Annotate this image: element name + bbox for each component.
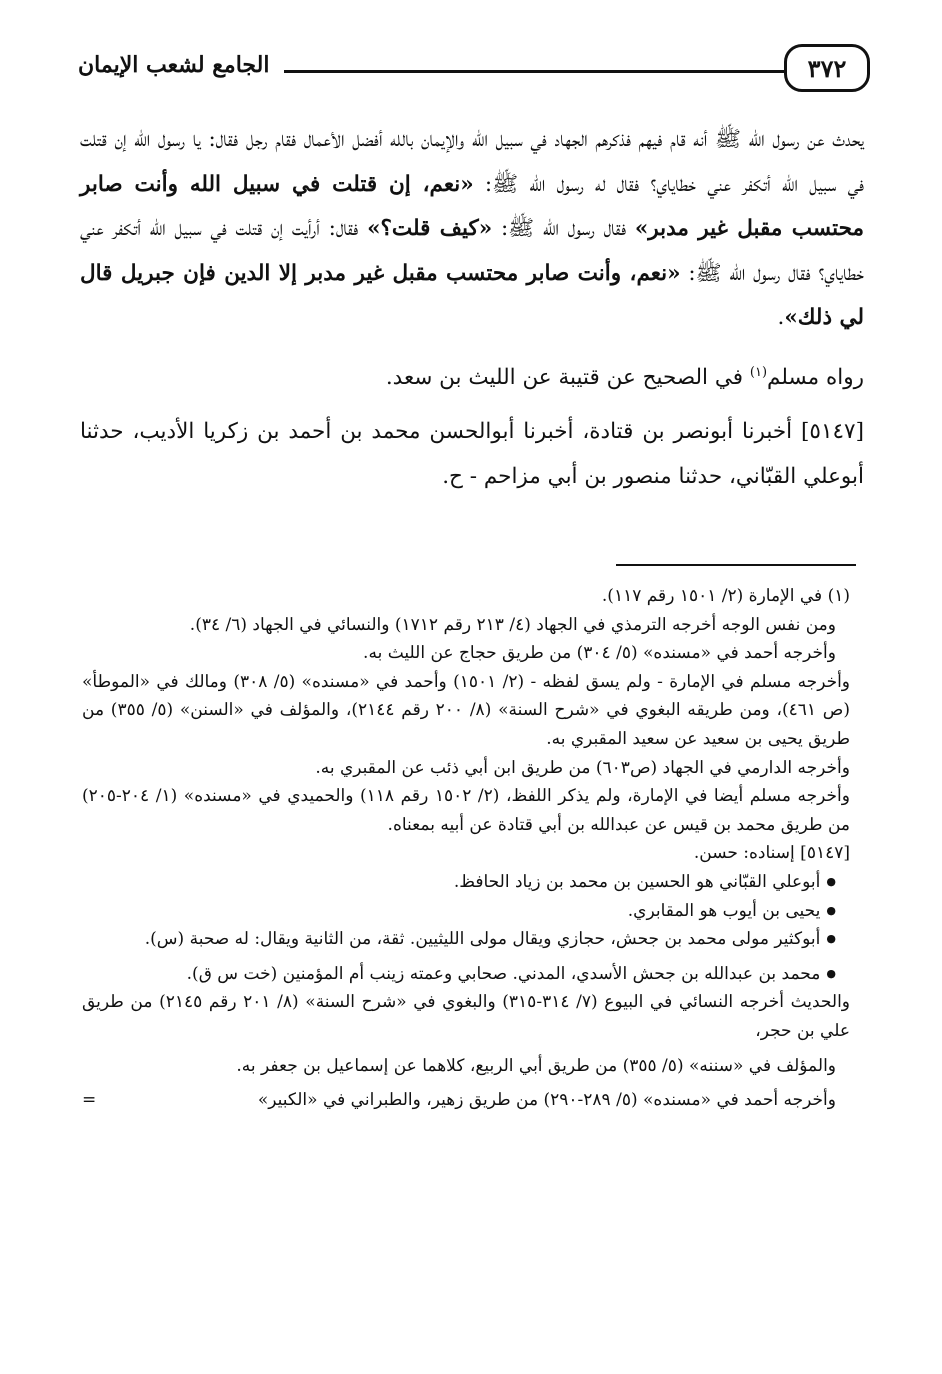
text-run: فقال رسول الله ﷺ: (492, 216, 635, 241)
prophet-quote: «نعم، إن قتلت في سبيل الله وأنت صابر محتسب مقبل غير مدبر» (80, 171, 864, 241)
bullet-item: ● أبوكثير مولى محمد بن جحش، حجازي ويقال مولى الليثيين. ثقة، من الثانية ويقال: له صحبة (س). (82, 925, 850, 954)
footnotes (82, 582, 850, 1115)
page-header (78, 44, 870, 100)
text-run: وأخرجه أحمد في «مسنده» (٥/ ٢٨٩-٢٩٠) من طريق زهير، والطبراني في «الكبير» (257, 1090, 836, 1111)
main-text (80, 118, 864, 499)
footnote-line: والمؤلف في «سننه» (٥/ ٣٥٥) من طريق أبي الربيع، كلاهما عن إسماعيل بن جعفر به. (236, 1055, 836, 1076)
text-run: . (777, 305, 785, 330)
bullet-item: ● أبوعلي القبّاني هو الحسين بن محمد بن زياد الحافظ. (82, 868, 850, 897)
text-run: رواه مسلم (767, 364, 864, 390)
prophet-quote: «كيف قلت؟» (367, 216, 493, 241)
narration-paragraph (80, 351, 864, 401)
bullet-item: ● محمد بن عبدالله بن جحش الأسدي، المدني. صحابي وعمته زينب أم المؤمنين (خت س ق). (82, 960, 850, 989)
footnote-line: والحديث أخرجه النسائي في البيوع (٧/ ٣١٤-٣١٥) والبغوي في «شرح السنة» (٨/ ٢٠١ رقم ٢١٤٥) من طريق علي بن حجر، (82, 992, 850, 1041)
footnote-line (82, 1086, 850, 1115)
footnote-ref: (١) (749, 364, 768, 380)
bullet-item: ● يحيى بن أيوب هو المقابري. (82, 897, 850, 926)
footnote-line: (١) في الإمارة (٢/ ١٥٠١ رقم ١١٧). (601, 586, 850, 606)
isnad-paragraph: [٥١٤٧] أخبرنا أبونصر بن قتادة، أخبرنا أبوالحسن محمد بن أحمد بن زكريا الأديب، حدثنا أبوعلي القبّاني، حدثنا منصور بن أبي مزاحم - ح. (80, 419, 864, 489)
prophet-quote: «نعم، وأنت صابر محتسب مقبل غير مدبر إلا الدين فإن جبريل قال لي ذلك» (80, 260, 864, 330)
footnote-separator (616, 564, 856, 566)
footnote-line: وأخرجه أحمد في «مسنده» (٥/ ٣٠٤) من طريق حجاج عن الليث به. (363, 643, 836, 664)
header-rule (284, 70, 784, 73)
footnote-line: وأخرجه مسلم أيضا في الإمارة، ولم يذكر اللفظ، (٢/ ١٥٠٢ رقم ١١٨) والحميدي في «مسنده» (١/ ٢٠٤-٢٠٥) من طريق محمد بن قيس عن عبدالله بن أبي قتادة عن أبيه بمعناه. (82, 786, 850, 835)
continuation-mark: = (82, 1090, 97, 1111)
footnote-line: ومن نفس الوجه أخرجه الترمذي في الجهاد (٤/ ٢١٣ رقم ١٧١٢) والنسائي في الجهاد (٦/ ٣٤). (189, 614, 836, 635)
hadith-paragraph (80, 118, 864, 341)
footnote-line: [٥١٤٧] إسناده: حسن. (693, 843, 850, 864)
text-run: يحدث عن رسول الله ﷺ أنه قام فيهم فذكرهم الجهاد في سبيل الله والإيمان بالله أفضل الأعمال فقام رجل فقال: يا رسول الله إن قتلت في سبيل الله أتكفر عني خطاياي؟ فقال له رسول الله ﷺ: (80, 127, 864, 197)
footnote-line: وأخرجه الدارمي في الجهاد (ص٦٠٣) من طريق ابن أبي ذئب عن المقبري به. (315, 757, 850, 778)
text-run: فقال: أرأيت إن قتلت في سبيل الله أتكفر عني خطاياي؟ فقال رسول الله ﷺ: (80, 216, 864, 286)
footnote-line: وأخرجه مسلم في الإمارة - ولم يسق لفظه - (٢/ ١٥٠١) وأحمد في «مسنده» (٥/ ٣٠٨) ومالك في «الموطأ» (ص ٤٦١)، ومن طريقه البغوي في «شرح السنة» (٨/ ٢٠٠ رقم ٢١٤٤)، والمؤلف في «السنن» (٥/ ٣٥٥) من طريق يحيى بن سعيد عن سعيد المقبري به. (82, 671, 851, 749)
text-run: في الصحيح عن قتيبة عن الليث بن سعد. (385, 364, 750, 390)
running-title: الجامع لشعب الإيمان (78, 52, 270, 78)
page-number: ٣٧٢ (784, 44, 870, 92)
